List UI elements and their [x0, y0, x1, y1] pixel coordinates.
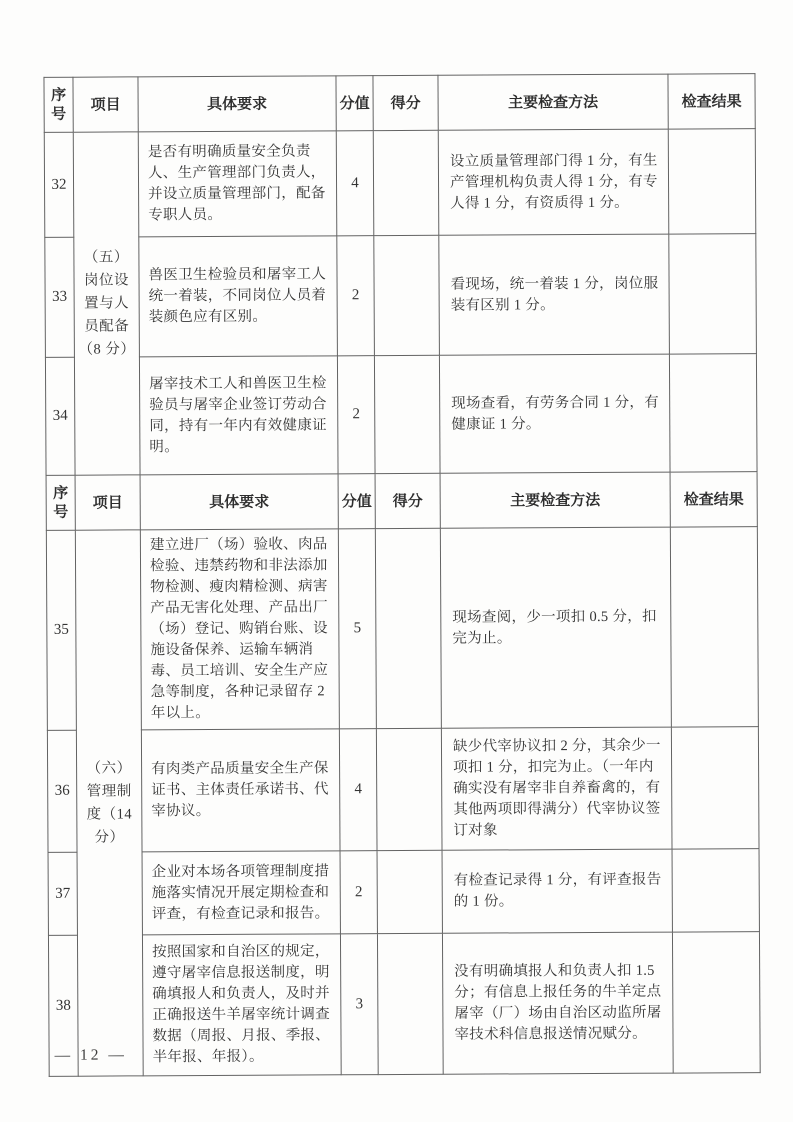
cell-score-obtained	[375, 528, 441, 728]
cell-section-item: （五）岗位设置与人员配备（8 分）	[73, 132, 140, 475]
cell-inspection-method: 有检查记录得 1 分，有评查报告的 1 份。	[442, 849, 672, 933]
inspection-score-table	[43, 73, 760, 1077]
cell-score-obtained	[374, 355, 440, 473]
cell-score-obtained	[376, 728, 442, 850]
cell-row-number: 35	[46, 530, 76, 730]
cell-score-value: 2	[337, 236, 375, 356]
cell-requirement: 建立进厂（场）验收、肉品检验、违禁药物和非法添加物检测、瘦肉精检测、病害产品无害化处理、产品出厂（场）登记、购销台账、设施设备保养、运输车辆消毒、员工培训、安全生产应急等制度，各种记录留存 2 年以上。	[140, 529, 339, 730]
cell-requirement: 按照国家和自治区的规定，遵守屠宰信息报送制度，明确填报人和负责人，及时并正确报送牛羊屠宰统计调查数据（周报、月报、季报、半年报、年报）。	[142, 934, 341, 1076]
cell-score-obtained	[373, 130, 439, 235]
header-item: 项目	[75, 475, 140, 530]
header-item: 项目	[73, 77, 138, 132]
header-inspection-method: 主要检查方法	[440, 472, 670, 528]
table-row-36	[47, 727, 759, 853]
cell-inspection-method: 看现场，统一着装 1 分，岗位服装有区别 1 分。	[439, 234, 670, 355]
cell-requirement: 企业对本场各项管理制度措施落实情况开展定期检查和评查，有检查记录和报告。	[142, 851, 340, 935]
cell-score-obtained	[377, 850, 442, 933]
header-requirement: 具体要求	[140, 474, 338, 530]
cell-score-obtained	[377, 933, 443, 1074]
table-header-row-middle	[46, 472, 757, 531]
header-inspection-result: 检查结果	[670, 472, 757, 527]
header-score-obtained: 得分	[373, 75, 438, 130]
table-row-37	[48, 849, 759, 936]
cell-score-value: 3	[340, 934, 378, 1075]
cell-inspection-result	[669, 354, 757, 472]
cell-inspection-result	[669, 234, 757, 354]
cell-inspection-result	[670, 527, 758, 727]
cell-score-value: 2	[340, 851, 377, 934]
cell-score-value: 2	[337, 356, 375, 474]
cell-row-number: 38	[48, 935, 78, 1076]
header-row-number: 序号	[46, 475, 75, 530]
cell-requirement: 有肉类产品质量安全生产保证书、主体责任承诺书、代宰协议。	[141, 729, 340, 852]
cell-row-number: 32	[44, 132, 74, 237]
cell-inspection-result	[668, 129, 756, 234]
table-header-row-top	[44, 74, 755, 133]
table-row-38	[48, 932, 760, 1077]
cell-score-value: 4	[336, 131, 374, 236]
cell-row-number: 34	[45, 357, 75, 475]
header-score-value: 分值	[338, 474, 375, 529]
header-inspection-method: 主要检查方法	[438, 74, 668, 130]
cell-section-item: （六）管理制度（14 分）	[75, 530, 143, 1076]
cell-inspection-result	[671, 727, 759, 849]
cell-row-number: 37	[48, 852, 77, 935]
cell-inspection-method: 没有明确填报人和负责人扣 1.5 分；有信息上报任务的牛羊定点屠宰（厂）场由自治区动监所屠宰技术科信息报送情况赋分。	[442, 932, 673, 1074]
cell-score-value: 5	[338, 529, 376, 729]
cell-requirement: 兽医卫生检验员和屠宰工人统一着装，不同岗位人员着装颜色应有区别。	[139, 236, 338, 357]
cell-inspection-result	[672, 849, 759, 932]
cell-score-obtained	[374, 235, 440, 355]
cell-inspection-method: 设立质量管理部门得 1 分，有生产管理机构负责人得 1 分，有专人得 1 分，有资质得 1 分。	[438, 129, 669, 235]
header-row-number: 序号	[44, 77, 73, 132]
cell-requirement: 是否有明确质量安全负责人、生产管理部门负责人，并设立质量管理部门，配备专职人员。	[138, 131, 337, 237]
table-row-33	[45, 234, 757, 358]
page-number: — 12 —	[54, 1046, 127, 1064]
header-requirement: 具体要求	[138, 76, 336, 132]
cell-requirement: 屠宰技术工人和兽医卫生检验员与屠宰企业签订劳动合同，持有一年内有效健康证明。	[139, 356, 338, 475]
header-score-obtained: 得分	[375, 473, 440, 528]
header-score-value: 分值	[336, 76, 373, 131]
cell-inspection-result	[672, 932, 760, 1073]
cell-inspection-method: 现场查看，有劳务合同 1 分，有健康证 1 分。	[439, 354, 670, 473]
cell-row-number: 36	[47, 730, 77, 852]
cell-inspection-method: 缺少代宰协议扣 2 分，其余少一项扣 1 分，扣完为止。（一年内确实没有屠宰非自养畜禽的，有其他两项即得满分）代宰协议签订对象	[441, 727, 672, 850]
header-inspection-result: 检查结果	[668, 74, 755, 129]
table-row-34	[45, 354, 757, 476]
cell-inspection-method: 现场查阅，少一项扣 0.5 分，扣完为止。	[440, 527, 671, 728]
cell-row-number: 33	[45, 237, 75, 357]
table-row-32	[44, 129, 756, 238]
table-row-35	[46, 527, 758, 731]
cell-score-value: 4	[339, 729, 377, 851]
